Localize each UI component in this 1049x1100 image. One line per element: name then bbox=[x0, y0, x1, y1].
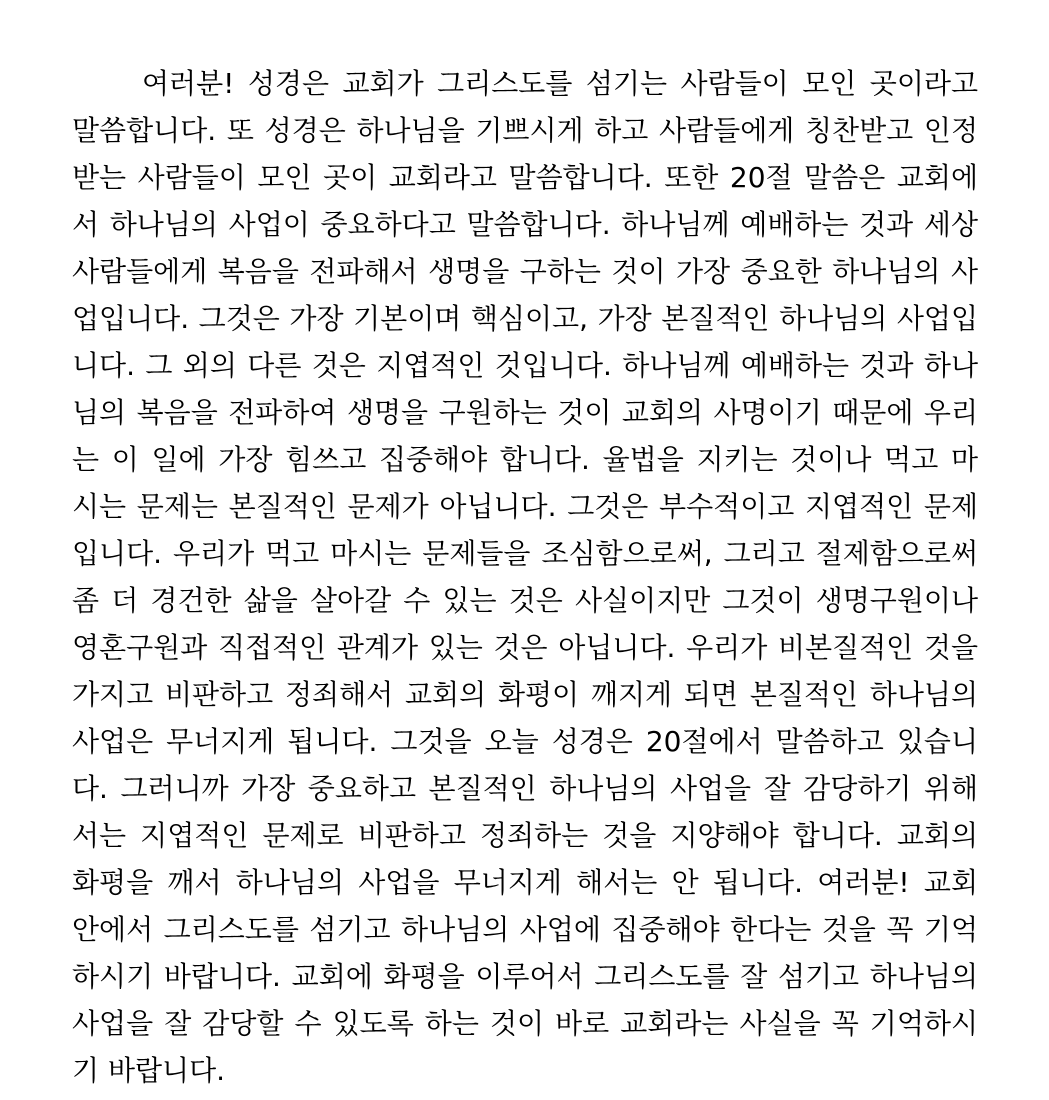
paragraph-line: 하시기 바랍니다. 교회에 화평을 이루어서 그리스도를 잘 섬기고 하나님의 bbox=[72, 960, 978, 993]
paragraph-line: 여러분! 성경은 교회가 그리스도를 섬기는 사람들이 모인 곳이라고 bbox=[142, 67, 978, 100]
paragraph-line: 좀 더 경건한 삶을 살아갈 수 있는 것은 사실이지만 그것이 생명구원이나 bbox=[72, 584, 978, 617]
paragraph-line: 화평을 깨서 하나님의 사업을 무너지게 해서는 안 됩니다. 여러분! 교회 bbox=[72, 866, 978, 899]
paragraph-line: 안에서 그리스도를 섬기고 하나님의 사업에 집중해야 한다는 것을 꼭 기억 bbox=[72, 913, 978, 946]
paragraph-line: 기 바랍니다. bbox=[72, 1054, 226, 1087]
paragraph-line: 서는 지엽적인 문제로 비판하고 정죄하는 것을 지양해야 합니다. 교회의 bbox=[72, 819, 978, 852]
paragraph bbox=[72, 60, 978, 1094]
paragraph-line: 사업은 무너지게 됩니다. 그것을 오늘 성경은 20절에서 말씀하고 있습니 bbox=[72, 725, 978, 758]
paragraph-line: 말씀합니다. 또 성경은 하나님을 기쁘시게 하고 사람들에게 칭찬받고 인정 bbox=[72, 114, 978, 147]
paragraph-line: 서 하나님의 사업이 중요하다고 말씀합니다. 하나님께 예배하는 것과 세상 bbox=[72, 208, 978, 241]
paragraph-line: 입니다. 우리가 먹고 마시는 문제들을 조심함으로써, 그리고 절제함으로써 bbox=[72, 537, 978, 570]
paragraph-line: 영혼구원과 직접적인 관계가 있는 것은 아닙니다. 우리가 비본질적인 것을 bbox=[72, 631, 978, 664]
paragraph-line: 업입니다. 그것은 가장 기본이며 핵심이고, 가장 본질적인 하나님의 사업입 bbox=[72, 302, 978, 335]
paragraph-line: 님의 복음을 전파하여 생명을 구원하는 것이 교회의 사명이기 때문에 우리 bbox=[72, 396, 978, 429]
paragraph-line: 다. 그러니까 가장 중요하고 본질적인 하나님의 사업을 잘 감당하기 위해 bbox=[72, 772, 978, 805]
paragraph-line: 는 이 일에 가장 힘쓰고 집중해야 합니다. 율법을 지키는 것이나 먹고 마 bbox=[72, 443, 978, 476]
paragraph-line: 사람들에게 복음을 전파해서 생명을 구하는 것이 가장 중요한 하나님의 사 bbox=[72, 255, 978, 288]
paragraph-line: 사업을 잘 감당할 수 있도록 하는 것이 바로 교회라는 사실을 꼭 기억하시 bbox=[72, 1007, 978, 1040]
paragraph-line: 시는 문제는 본질적인 문제가 아닙니다. 그것은 부수적이고 지엽적인 문제 bbox=[72, 490, 978, 523]
paragraph-line: 가지고 비판하고 정죄해서 교회의 화평이 깨지게 되면 본질적인 하나님의 bbox=[72, 678, 978, 711]
paragraph-line: 받는 사람들이 모인 곳이 교회라고 말씀합니다. 또한 20절 말씀은 교회에 bbox=[72, 161, 978, 194]
paragraph-line: 니다. 그 외의 다른 것은 지엽적인 것입니다. 하나님께 예배하는 것과 하나 bbox=[72, 349, 978, 382]
